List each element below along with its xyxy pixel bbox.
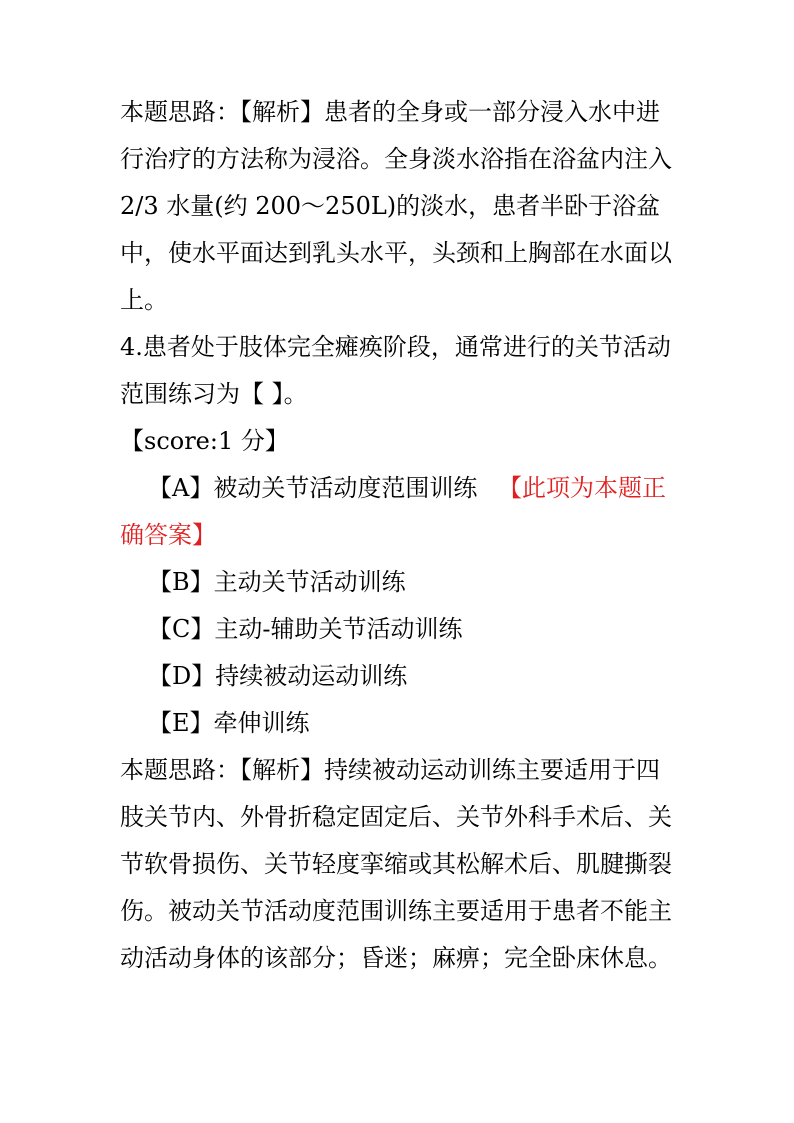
correct-answer-marker-cont: 确答案】 xyxy=(120,521,216,549)
explanation-line-2: 肢关节内、外骨折稳定固定后、关节外科手术后、关 xyxy=(120,803,672,831)
option-e: 【E】牵伸训练 xyxy=(148,709,310,737)
question-stem-line-2: 范围练习为【 】。 xyxy=(120,380,308,408)
question-score: 【score:1 分】 xyxy=(120,427,289,455)
correct-answer-marker: 【此项为本题正 xyxy=(498,474,666,502)
explanation-line-3: 节软骨损伤、关节轻度挛缩或其松解术后、肌腱撕裂 xyxy=(120,850,672,878)
option-a-text: 【A】被动关节活动度范围训练 xyxy=(148,474,478,502)
option-c: 【C】主动-辅助关节活动训练 xyxy=(148,615,463,643)
prev-explanation-line-2: 行治疗的方法称为浸浴。全身淡水浴指在浴盆内注入 xyxy=(120,145,672,173)
prev-explanation-line-4: 中，使水平面达到乳头水平，头颈和上胸部在水面以 xyxy=(120,239,672,267)
option-b: 【B】主动关节活动训练 xyxy=(148,568,406,596)
prev-explanation-line-1: 本题思路：【解析】患者的全身或一部分浸入水中进 xyxy=(120,98,660,126)
option-d: 【D】持续被动运动训练 xyxy=(148,662,408,690)
question-stem-line-1: 4.患者处于肢体完全瘫痪阶段，通常进行的关节活动 xyxy=(120,333,671,361)
prev-explanation-line-3: 2/3 水量(约 200～250L)的淡水，患者半卧于浴盆 xyxy=(120,192,661,220)
explanation-line-1: 本题思路：【解析】持续被动运动训练主要适用于四 xyxy=(120,756,660,784)
option-a xyxy=(148,472,477,504)
explanation-line-5: 动活动身体的该部分；昏迷；麻痹；完全卧床休息。 xyxy=(120,944,672,972)
prev-explanation-line-5: 上。 xyxy=(120,286,168,314)
explanation-line-4: 伤。被动关节活动度范围训练主要适用于患者不能主 xyxy=(120,897,672,925)
